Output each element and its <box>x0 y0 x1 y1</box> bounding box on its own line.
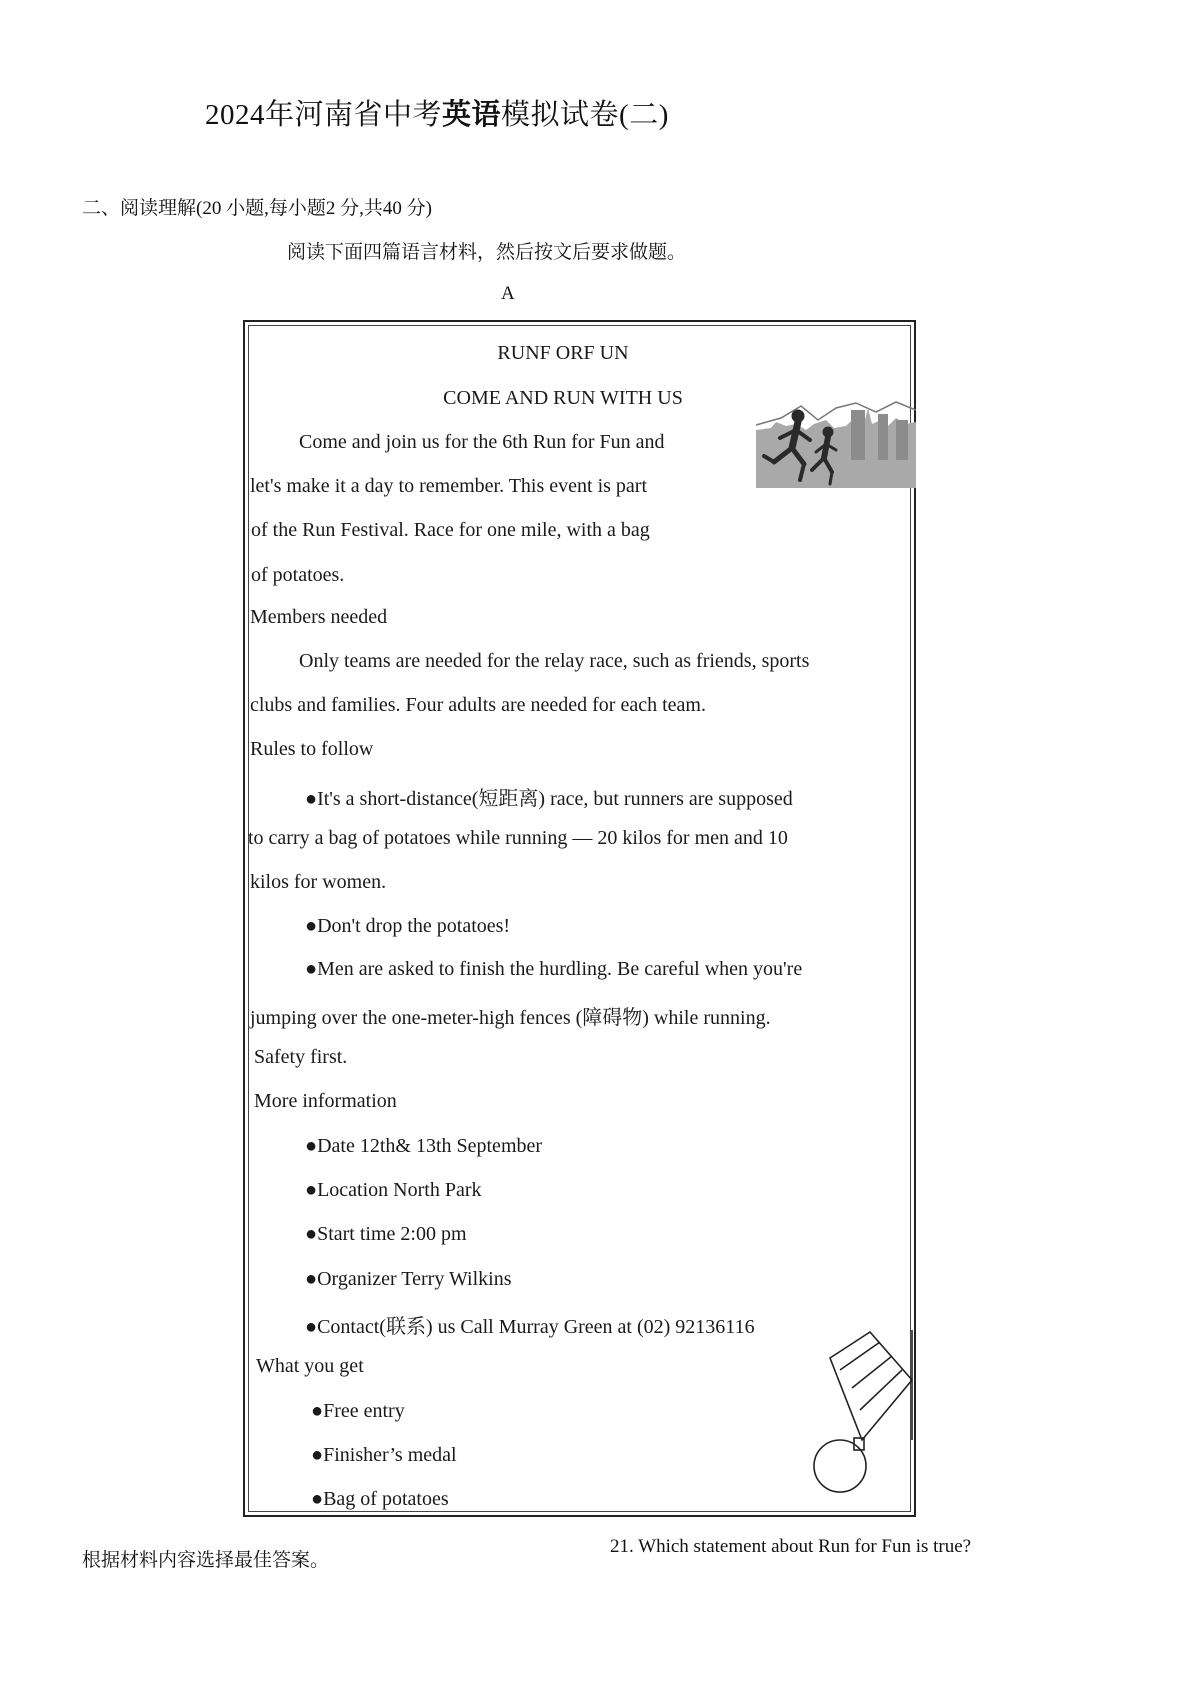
what-you-get-item: ●Finisher’s medal <box>311 1444 457 1466</box>
page-title: 2024年河南省中考英语模拟试卷(二) <box>205 99 669 131</box>
members-heading: Members needed <box>250 606 388 628</box>
more-info-item: ●Date 12th& 13th September <box>305 1135 543 1157</box>
more-info-item: ●Organizer Terry Wilkins <box>305 1268 512 1290</box>
medal-illustration <box>800 1330 915 1495</box>
rules-line: to carry a bag of potatoes while running — 20 kilos for men and 10 <box>248 827 788 849</box>
rules-line: ●Men are asked to finish the hurdling. Be careful when you're <box>305 958 803 980</box>
rules-line: ●It's a short-distance(短距离) race, but runners are supposed <box>305 788 793 810</box>
more-info-item: ●Location North Park <box>305 1179 482 1201</box>
ad-subtitle: COME AND RUN WITH US <box>443 387 683 409</box>
rules-heading: Rules to follow <box>250 738 374 760</box>
more-info-item: ●Contact(联系) us Call Murray Green at (02) 92136116 <box>305 1316 755 1338</box>
answer-instruction: 根据材料内容选择最佳答案。 <box>82 1550 330 1571</box>
section-instruction: 阅读下面四篇语言材料，然后按文后要求做题。 <box>287 242 687 263</box>
section-heading: 二、阅读理解(20 小题,每小题2 分,共40 分) <box>82 198 432 219</box>
more-info-item: ●Start time 2:00 pm <box>305 1223 467 1245</box>
rules-line: jumping over the one-meter-high fences (障碍物) while running. <box>250 1007 771 1029</box>
members-line: Only teams are needed for the relay race, such as friends, sports <box>299 650 810 672</box>
question-21: 21. Which statement about Run for Fun is true? <box>610 1536 972 1557</box>
runners-skyline-illustration <box>756 400 916 500</box>
ad-intro-line: of potatoes. <box>251 564 345 586</box>
passage-letter: A <box>501 283 515 304</box>
what-you-get-heading: What you get <box>256 1355 364 1377</box>
ad-intro-line: of the Run Festival. Race for one mile, with a bag <box>251 519 650 541</box>
ad-title: RUNF ORF UN <box>497 342 629 364</box>
members-line: clubs and families. Four adults are needed for each team. <box>250 694 706 716</box>
ad-intro-line: let's make it a day to remember. This event is part <box>250 475 648 497</box>
more-info-heading: More information <box>254 1090 397 1112</box>
rules-line: kilos for women. <box>250 871 387 893</box>
rules-line: Safety first. <box>254 1046 348 1068</box>
what-you-get-item: ●Bag of potatoes <box>311 1488 449 1510</box>
rules-line: ●Don't drop the potatoes! <box>305 915 511 937</box>
ad-intro-line: Come and join us for the 6th Run for Fun and <box>299 431 665 453</box>
what-you-get-item: ●Free entry <box>311 1400 405 1422</box>
